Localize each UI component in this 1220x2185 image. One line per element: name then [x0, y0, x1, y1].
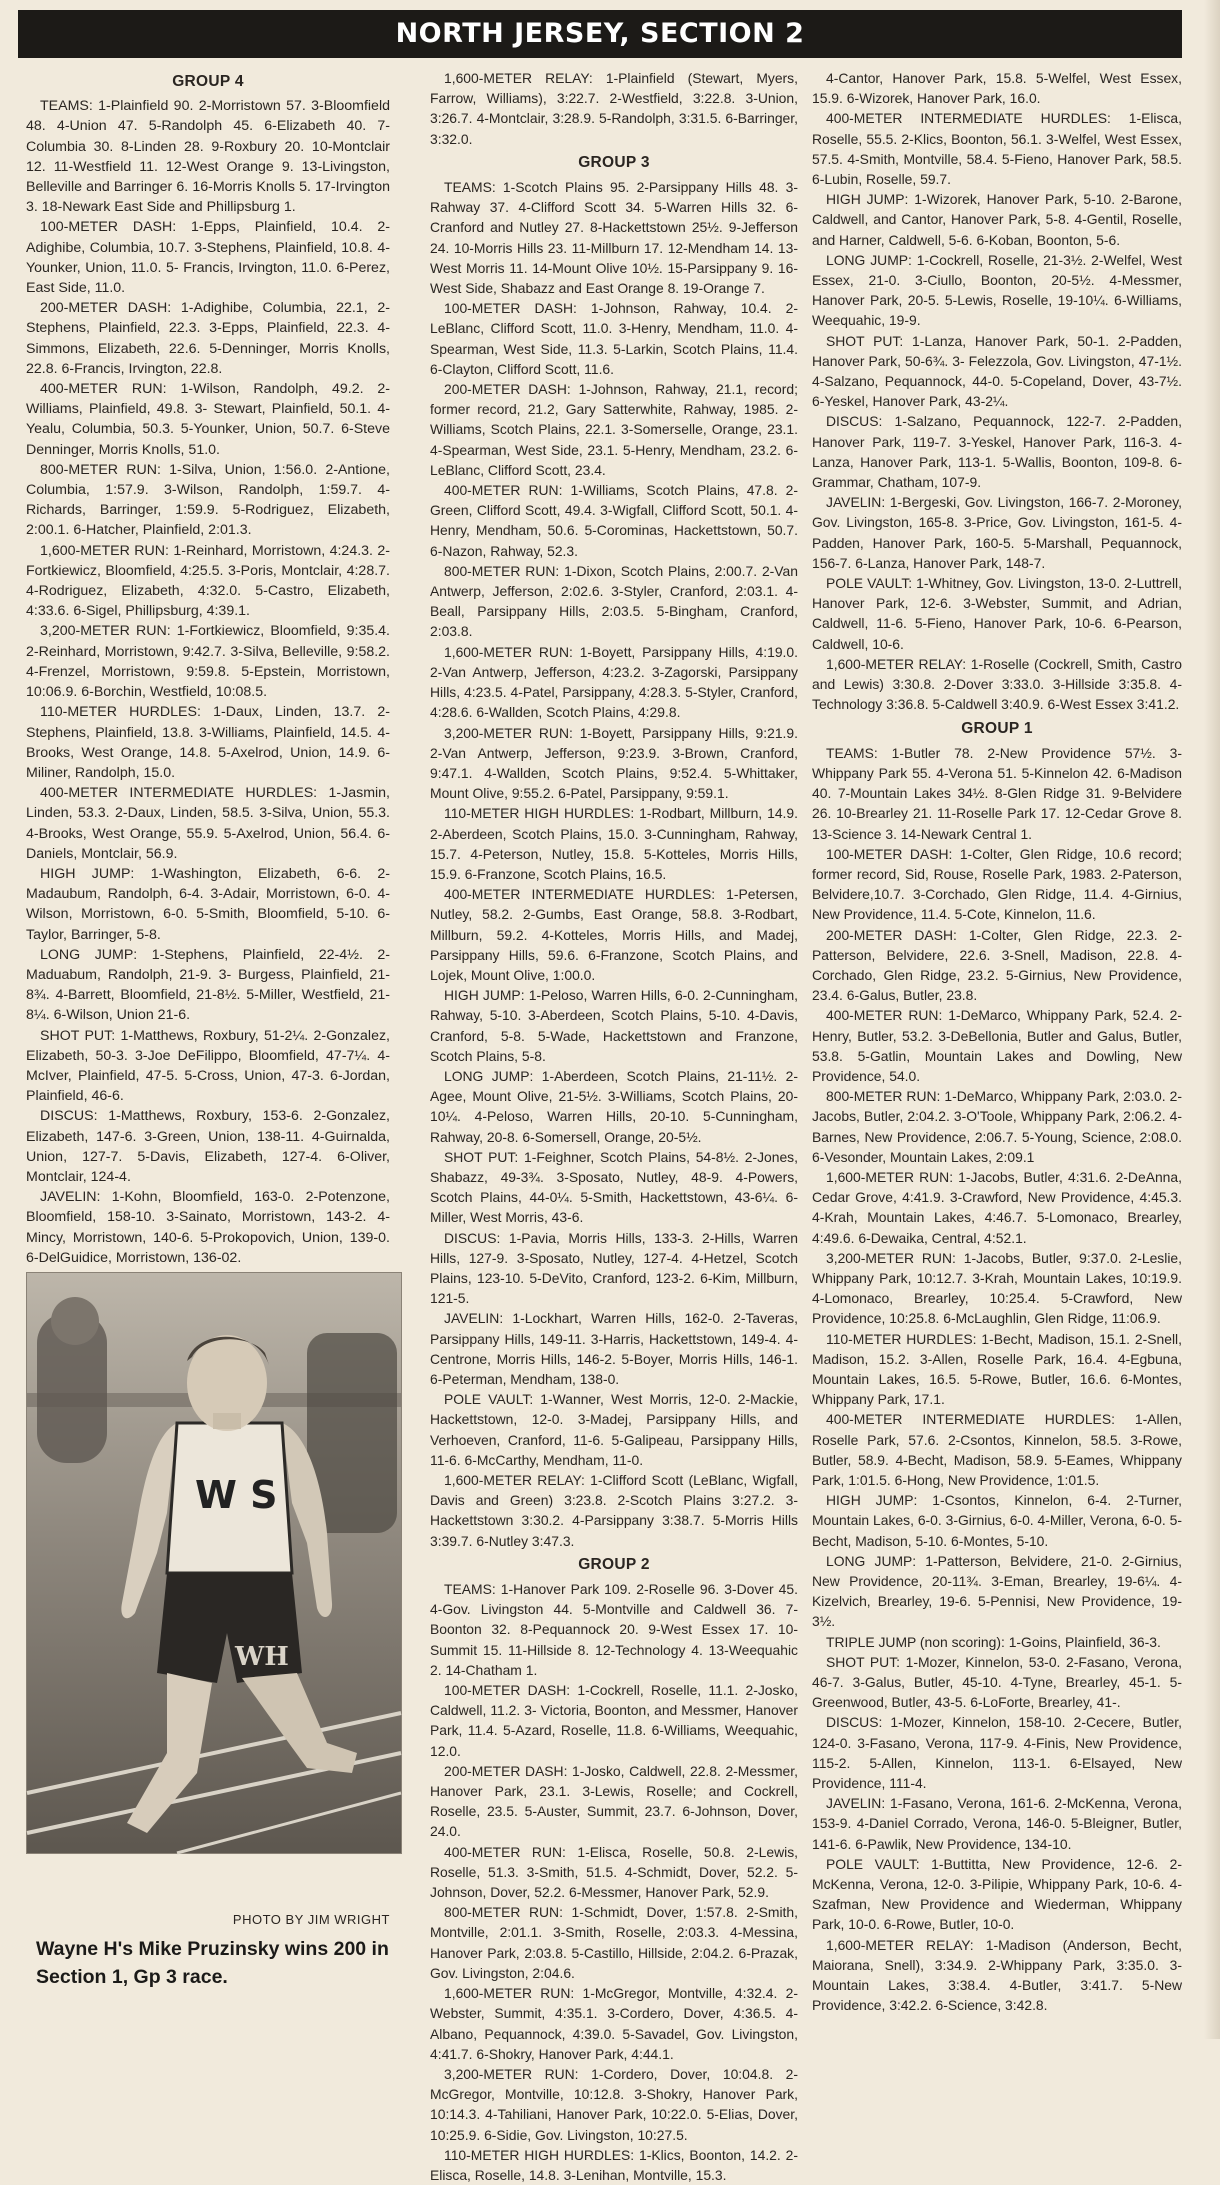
group-heading: GROUP 2 — [578, 1555, 650, 1573]
result-paragraph: 200-METER DASH: 1-Johnson, Rahway, 21.1, record; former record, 21.2, Gary Satterwhite, Rahway, 1985. 2-Williams, Scotch Plains, 22.1. 3-Somerselle, Orange, 23.1. 4-Spearman, West Side, 23.1. 5-Henry, Mendham, 23.2. 6-LeBlanc, Clifford Scott, 23.4. — [430, 381, 798, 478]
result-paragraph: 1,600-METER RUN: 1-Reinhard, Morristown, 4:24.3. 2-Fortkiewicz, Bloomfield, 4:25.5. 3-Poris, Montclair, 4:28.7. 4-Rodriguez, Elizabeth, 4:32.0. 5-Castro, Elizabeth, 4:33.6. 6-Sigel, Phillipsburg, 4:39.1. — [26, 542, 390, 620]
result-paragraph: JAVELIN: 1-Bergeski, Gov. Livingston, 166-7. 2-Moroney, Gov. Livingston, 165-8. 3-Price, Gov. Livingston, 161-5. 4-Padden, Hanover Park, 160-5. 5-Marshall, Pequannock, 156-7. 6-Lanza, Hanover Park, 148-7. — [812, 494, 1182, 571]
result-paragraph: 100-METER DASH: 1-Colter, Glen Ridge, 10.6 record; former record, Sid, Rouse, Roselle Park, 1983. 2-Paterson, Belvidere,10.7. 3-Corchado, Glen Ridge, 11.4. 4-Girnius, New Providence, 11.4. 5-Cote, Kinnelon, 11.6. — [812, 845, 1182, 923]
result-paragraph: POLE VAULT: 1-Wanner, West Morris, 12-0. 2-Mackie, Hackettstown, 12-0. 3-Madej, Parsippany Hills, and Verhoeven, Cranford, 11-6. 5-Galipeau, Parsippany Hills, 11-6. 6-McCarthy, Mendham, 11-0. — [430, 1391, 798, 1468]
result-paragraph: 400-METER RUN: 1-Wilson, Randolph, 49.2. 2-Williams, Plainfield, 49.8. 3- Stewart, Plainfield, 50.1. 4-Yealu, Columbia, 50.3. 5-Younker, Union, 50.7. 6-Steve Denninger, Morris Knolls, 51.0. — [26, 381, 390, 458]
result-paragraph: 400-METER RUN: 1-DeMarco, Whippany Park, 52.4. 2-Henry, Butler, 53.2. 3-DeBellonia, Butler and Galus, Butler, 53.8. 5-Gatlin, Mountain Lakes and Dowling, New Providence, 54.0. — [812, 1007, 1182, 1084]
results-list — [26, 96, 390, 1349]
group-heading: GROUP 3 — [578, 153, 650, 171]
result-paragraph: 200-METER DASH: 1-Adighibe, Columbia, 22.1, 2-Stephens, Plainfield, 22.3. 3-Epps, Plainfield, 22.3. 4-Simmons, Elizabeth, 22.6. 5-Denninger, Morris Knolls, 22.8. 6-Francis, Irvington, 22.8. — [26, 300, 390, 377]
result-paragraph: 3,200-METER RUN: 1-Jacobs, Butler, 9:37.0. 2-Leslie, Whippany Park, 10:12.7. 3-Krah, Mountain Lakes, 10:19.9. 4-Lomonaco, Brearley, 10:25.4. 5-Crawford, New Providence, 10:25.8. 6-McLaughlin, Glen Ridge, 11:06.9. — [812, 1249, 1182, 1327]
result-paragraph: HIGH JUMP: 1-Wizorek, Hanover Park, 5-10. 2-Barone, Caldwell, and Cantor, Hanover Park, 5-8. 4-Gentil, Roselle, and Harner, Caldwell, 5-6. 6-Koban, Boonton, 5-6. — [812, 191, 1182, 248]
result-paragraph: 3,200-METER RUN: 1-Boyett, Parsippany Hills, 9:21.9. 2-Van Antwerp, Jefferson, 9:23.9. 3-Brown, Cranford, 9:47.1. 4-Wallden, Scotch Plains, 9:52.4. 5-Whittaker, Mount Olive, 9:55.2. 6-Patel, Parsippany, 9:59.1. — [430, 724, 798, 802]
result-paragraph: TEAMS: 1-Hanover Park 109. 2-Roselle 96. 3-Dover 45. 4-Gov. Livingston 44. 5-Montville and Caldwell 36. 7-Boonton 32. 8-Pequannock 20. 9-West Essex 17. 10-Summit 15. 11-Hillside 8. 12-Technology 4. 13-Weequahic 2. 14-Chatham 1. — [430, 1581, 798, 1678]
result-paragraph: 3,200-METER RUN: 1-Fortkiewicz, Bloomfield, 9:35.4. 2-Reinhard, Morristown, 9:42.7. 3-Silva, Belleville, 9:58.2. 4-Frenzel, Morristown, 9:59.8. 5-Epstein, Morristown, 10:06.9. 6-Borchin, Westfield, 10:08.5. — [26, 623, 390, 701]
result-paragraph: TEAMS: 1-Plainfield 90. 2-Morristown 57. 3-Bloomfield 48. 4-Union 47. 5-Randolph 45. 6-Elizabeth 40. 7-Columbia 30. 8-Linden 28. 9-Roxbury 20. 10-Montclair 12. 11-Westfield 11. 12-West Orange 9. 13-Livingston, Belleville and Barringer 6. 16-Morris Knolls 5. 17-Irvington 3. 18-Newark East Side and Phillipsburg 1. — [26, 98, 390, 216]
result-paragraph: 110-METER HURDLES: 1-Daux, Linden, 13.7. 2-Stephens, Plainfield, 13.8. 3-Williams, Plainfield, 14.5. 4-Brooks, West Orange, 14.8. 5-Axelrod, Union, 14.9. 6-Miliner, Randolph, 15.0. — [26, 704, 390, 781]
column-group-3 — [430, 68, 798, 2183]
result-paragraph: POLE VAULT: 1-Whitney, Gov. Livingston, 13-0. 2-Luttrell, Hanover Park, 12-6. 3-Webster, Summit, and Adrian, Caldwell, 11-6. 5-Fieno, Hanover Park, 10-6. 6-Pearson, Caldwell, 10-6. — [812, 575, 1182, 652]
result-paragraph: 100-METER DASH: 1-Epps, Plainfield, 10.4. 2-Adighibe, Columbia, 10.7. 3-Stephens, Plainfield, 10.8. 4-Younker, Union, 11.0. 5- Francis, Irvington, 11.0. 6-Perez, East Side, 11.0. — [26, 219, 390, 297]
result-paragraph: JAVELIN: 1-Lockhart, Warren Hills, 162-0. 2-Taveras, Parsippany Hills, 149-11. 3-Harris, Hackettstown, 149-4. 4-Centrone, Morris Hills, 146-2. 5-Boyer, Morris Hills, 146-1. 6-Peterman, Mendham, 138-0. — [430, 1310, 798, 1387]
result-paragraph: 110-METER HURDLES: 1-Becht, Madison, 15.1. 2-Snell, Madison, 15.2. 3-Allen, Roselle Park, 16.4. 4-Egbuna, Mountain Lakes, 16.5. 5-Rowe, Butler, 16.6. 6-Montes, Whippany Park, 17.1. — [812, 1330, 1182, 1408]
result-paragraph: JAVELIN: 1-Fasano, Verona, 161-6. 2-McKenna, Verona, 153-9. 4-Daniel Corrado, Verona, 146-0. 5-Bleigner, Butler, 141-6. 6-Pawlik, New Providence, 134-10. — [812, 1795, 1182, 1852]
result-paragraph: JAVELIN: 1-Kohn, Bloomfield, 163-0. 2-Potenzone, Bloomfield, 158-10. 3-Sainato, Morristown, 143-2. 4-Mincy, Morristown, 140-6. 5-Prokopovich, Union, 139-0. 6-DelGuidice, Morristown, 136-02. — [26, 1189, 390, 1266]
result-paragraph: SHOT PUT: 1-Matthews, Roxbury, 51-2¼. 2-Gonzalez, Elizabeth, 50-3. 3-Joe DeFilippo, Bloomfield, 47-7¼. 4-McIver, Plainfield, 47-5. 5-Cross, Union, 47-3. 6-Jordan, Plainfield, 46-6. — [26, 1027, 390, 1105]
result-paragraph: 110-METER HIGH HURDLES: 1-Klics, Boonton, 14.2. 2-Elisca, Roselle, 14.8. 3-Lenihan, Montville, 15.3. — [430, 2146, 798, 2183]
result-paragraph: TRIPLE JUMP (non scoring): 1-Goins, Plainfield, 36-3. — [826, 1633, 1161, 1650]
column-group-4 — [26, 68, 390, 1268]
group-heading: GROUP 4 — [172, 73, 244, 90]
result-paragraph: LONG JUMP: 1-Cockrell, Roselle, 21-3½. 2-Welfel, West Essex, 21-0. 3-Ciullo, Boonton, 20-5½. 4-Messmer, Hanover Park, 20-5. 5-Lewis, Roselle, 19-10¼. 6-Williams, Weequahic, 19-9. — [812, 251, 1182, 329]
result-paragraph: 100-METER DASH: 1-Johnson, Rahway, 10.4. 2-LeBlanc, Clifford Scott, 11.0. 3-Henry, Mendham, 11.0. 4-Spearman, West Side, 11.3. 5-Larkin, Scotch Plains, 11.4. 6-Clayton, Clifford Scott, 11.6. — [430, 300, 798, 377]
result-paragraph: HIGH JUMP: 1-Csontos, Kinnelon, 6-4. 2-Turner, Mountain Lakes, 6-0. 3-Girnius, 6-0. 4-Miller, Verona, 6-0. 5-Becht, Madison, 5-10. 6-Montes, 5-10. — [812, 1492, 1182, 1549]
result-paragraph: 3,200-METER RUN: 1-Cordero, Dover, 10:04.8. 2-McGregor, Montville, 10:12.8. 3-Shokry, Hanover Park, 10:14.3. 4-Tahiliani, Hanover Park, 10:22.0. 5-Elias, Dover, 10:25.9. 6-Sidie, Gov. Livingston, 10:27.5. — [430, 2065, 798, 2143]
runner-photo — [26, 1272, 402, 1854]
result-paragraph: 1,600-METER RELAY: 1-Clifford Scott (LeBlanc, Wigfall, Davis and Green) 3:23.8. 2-Scotch Plains 3:27.2. 3-Hackettstown 3:30.2. 4-Parsippany 3:38.7. 5-Morris Hills 3:39.7. 6-Nutley 3:47.3. — [430, 1472, 798, 1549]
result-paragraph: 800-METER RUN: 1-Silva, Union, 1:56.0. 2-Antione, Columbia, 1:57.9. 3-Wilson, Randolph, 1:59.7. 4-Richards, Barringer, 1:59.9. 5-Rodriguez, Elizabeth, 2:00.1. 6-Hatcher, Plainfield, 2:01.3. — [26, 461, 390, 539]
result-paragraph: DISCUS: 1-Mozer, Kinnelon, 158-10. 2-Cecere, Butler, 124-0. 3-Fasano, Verona, 117-9. 4-Finis, New Providence, 115-2. 5-Allen, Kinnelon, 113-1. 6-Elsayed, New Providence, 111-4. — [812, 1714, 1182, 1792]
results-list — [430, 177, 798, 1551]
result-paragraph: 800-METER RUN: 1-DeMarco, Whippany Park, 2:03.0. 2-Jacobs, Butler, 2:04.2. 3-O'Toole, Whippany Park, 2:06.2. 4-Barnes, New Providence, 2:06.7. 5-Young, Science, 2:08.0. 6-Vesonder, Mountain Lakes, 2:09.1 — [812, 1088, 1182, 1165]
result-paragraph: LONG JUMP: 1-Aberdeen, Scotch Plains, 21-11½. 2-Agee, Mount Olive, 21-5½. 3-Williams, Scotch Plains, 20-10¼. 4-Peloso, Warren Hills, 20-10. 5-Cunningham, Rahway, 20-8. 6-Somersell, Orange, 20-5½. — [430, 1067, 798, 1145]
photo-caption: Wayne H's Mike Pruzinsky wins 200 in Section 1, Gp 3 race. — [36, 1938, 389, 1988]
hurdles-continued: 4-Cantor, Hanover Park, 15.8. 5-Welfel, West Essex, 15.9. 6-Wizorek, Hanover Park, 16.0. — [812, 70, 1182, 107]
result-paragraph: HIGH JUMP: 1-Peloso, Warren Hills, 6-0. 2-Cunningham, Rahway, 5-10. 3-Aberdeen, Scotch Plains, 5-10. 4-Davis, Cranford, 5-8. 5-Wade, Hackettstown and Franzone, Scotch Plains, 5-8. — [430, 987, 798, 1064]
result-paragraph: TEAMS: 1-Butler 78. 2-New Providence 57½. 3-Whippany Park 55. 4-Verona 51. 5-Kinnelon 42. 6-Madison 40. 7-Mountain Lakes 34½. 8-Glen Ridge 31. 9-Belvidere 26. 10-Brearley 21. 11-Roselle Park 17. 12-Cedar Grove 8. 13-Science 3. 14-Newark Central 1. — [812, 744, 1182, 842]
svg-text:W S: W S — [195, 1473, 278, 1517]
result-paragraph: 1,600-METER RUN: 1-Boyett, Parsippany Hills, 4:19.0. 2-Van Antwerp, Jefferson, 4:23.2. 3-Zagorski, Parsippany Hills, 4:23.5. 4-Patel, Parsippany, 4:28.3. 5-Styler, Cranford, 4:28.6. 6-Wallden, Scotch Plains, 4:29.8. — [430, 643, 798, 721]
runner-photo-image — [27, 1273, 401, 1853]
result-paragraph: 1,600-METER RUN: 1-McGregor, Montville, 4:32.4. 2-Webster, Summit, 4:35.1. 3-Cordero, Dover, 4:36.5. 4-Albano, Pequannock, 4:39.0. 5-Savadel, Gov. Livingston, 4:41.7. 6-Shokry, Hanover Park, 4:44.1. — [430, 1985, 798, 2062]
result-paragraph: 400-METER INTERMEDIATE HURDLES: 1-Allen, Roselle Park, 57.6. 2-Csontos, Kinnelon, 58.5. 3-Rowe, Butler, 58.9. 4-Becht, Madison, 58.9. 5-Eames, Whippany Park, 1:01.5. 6-Hong, New Providence, 1:01.5. — [812, 1411, 1182, 1489]
page-edge-shadow — [1204, 0, 1220, 2039]
result-paragraph: POLE VAULT: 1-Buttitta, New Providence, 12-6. 2-McKenna, Verona, 12-0. 3-Pilipie, Whippany Park, 10-6. 4-Szafman, New Providence and Wiederman, Whippany Park, 10-0. 6-Rowe, Butler, 10-0. — [812, 1855, 1182, 1933]
result-paragraph: 800-METER RUN: 1-Schmidt, Dover, 1:57.8. 2-Smith, Montville, 2:01.1. 3-Smith, Roselle, 2:03.3. 4-Messina, Hanover Park, 2:03.8. 5-Castillo, Hillside, 2:04.2. 6-Prazak, Gov. Livingston, 2:04.6. — [430, 1904, 798, 1981]
result-paragraph: DISCUS: 1-Salzano, Pequannock, 122-7. 2-Padden, Hanover Park, 119-7. 3-Yeskel, Hanover Park, 116-3. 4-Lanza, Hanover Park, 113-1. 5-Wallis, Boonton, 109-8. 6-Grammar, Chatham, 107-9. — [812, 413, 1182, 491]
result-paragraph: 400-METER INTERMEDIATE HURDLES: 1-Petersen, Nutley, 58.2. 2-Gumbs, East Orange, 58.8. 3-Rodbart, Millburn, 59.2. 4-Kotteles, Morris Hills, and Madej, Parsippany Hills, 59.6. 6-Franzone, Scotch Plains, and Lojek, Mount Olive, 1:00.0. — [430, 886, 798, 983]
result-paragraph: 200-METER DASH: 1-Colter, Glen Ridge, 22.3. 2-Patterson, Belvidere, 22.6. 3-Snell, Madison, 22.8. 4-Corchado, Glen Ridge, 23.2. 5-Girnius, New Providence, 23.4. 6-Galus, Butler, 23.8. — [812, 926, 1182, 1004]
photo-credit: PHOTO BY JIM WRIGHT — [232, 1912, 390, 1927]
result-paragraph: LONG JUMP: 1-Patterson, Belvidere, 21-0. 2-Girnius, New Providence, 20-11¾. 3-Eman, Brearley, 19-6¼. 4-Kizelvich, Brearley, 19-6. 5-Pennisi, New Providence, 19-3½. — [812, 1552, 1182, 1630]
result-paragraph: 400-METER RUN: 1-Elisca, Roselle, 50.8. 2-Lewis, Roselle, 51.3. 3-Smith, 51.5. 4-Schmidt, Dover, 52.2. 5-Johnson, Dover, 52.2. 6-Messmer, Hanover Park, 52.9. — [430, 1843, 798, 1901]
results-list — [812, 743, 1182, 2016]
result-paragraph: TEAMS: 1-Scotch Plains 95. 2-Parsippany Hills 48. 3-Rahway 37. 4-Clifford Scott 34. 5-Warren Hills 32. 6-Cranford and Nutley 27. 8-Hackettstown 25½. 9-Jefferson 24. 10-Morris Hills 23. 11-Millburn 17. 12-Mendham 14. 13-West Morris 11. 14-Mount Olive 10½. 15-Parsippany 9. 16-West Side, Shabazz and East Orange 8. 19-Orange 7. — [430, 179, 798, 297]
result-paragraph: 1,600-METER RUN: 1-Jacobs, Butler, 4:31.6. 2-DeAnna, Cedar Grove, 4:41.9. 3-Crawford, New Providence, 4:45.3. 4-Krah, Mountain Lakes, 4:46.7. 5-Lomonaco, Brearley, 4:49.6. 6-Dewaika, Central, 4:52.1. — [812, 1168, 1182, 1246]
column-group-2-1 — [812, 68, 1182, 2014]
result-paragraph: LONG JUMP: 1-Stephens, Plainfield, 22-4½. 2-Maduabum, Randolph, 21-9. 3- Burgess, Plainfield, 21-8¾. 4-Barrett, Bloomfield, 21-8½. 5-Miller, Westfield, 21-8¼. 6-Wilson, Union 21-6. — [26, 946, 390, 1024]
result-paragraph: DISCUS: 1-Pavia, Morris Hills, 133-3. 2-Hills, Warren Hills, 127-9. 3-Sposato, Nutley, 127-4. 4-Hetzel, Scotch Plains, 123-10. 5-DeVito, Cranford, 123-2. 6-Kim, Millburn, 121-5. — [430, 1229, 798, 1307]
result-paragraph: 100-METER DASH: 1-Cockrell, Roselle, 11.1. 2-Josko, Caldwell, 11.2. 3- Victoria, Boonton, and Messmer, Hanover Park, 11.4. 5-Azard, Roselle, 11.8. 6-Williams, Weequahic, 12.0. — [430, 1682, 798, 1759]
results-list — [812, 108, 1182, 714]
result-paragraph: 400-METER INTERMEDIATE HURDLES: 1-Elisca, Roselle, 55.5. 2-Klics, Boonton, 56.1. 3-Welfel, West Essex, 57.5. 4-Smith, Montville, 58.4. 5-Fieno, Hanover Park, 58.5. 6-Lubin, Roselle, 59.7. — [812, 110, 1182, 188]
relay-result: 1,600-METER RELAY: 1-Plainfield (Stewart, Myers, Farrow, Williams), 3:22.7. 2-Westfield, 3:22.8. 3-Union, 3:26.7. 4-Montclair, 3:28.9. 5-Randolph, 3:31.5. 6-Barringer, 3:32.0. — [430, 70, 798, 147]
result-paragraph: SHOT PUT: 1-Feighner, Scotch Plains, 54-8½. 2-Jones, Shabazz, 49-3¾. 3-Sposato, Nutley, 48-9. 4-Powers, Scotch Plains, 44-0¼. 5-Smith, Hackettstown, 43-6¼. 6-Miller, West Morris, 43-6. — [430, 1148, 798, 1226]
result-paragraph: 200-METER DASH: 1-Josko, Caldwell, 22.8. 2-Messmer, Hanover Park, 23.1. 3-Lewis, Roselle; and Cockrell, Roselle, 23.5. 5-Auster, Summit, 23.7. 6-Johnson, Dover, 24.0. — [430, 1762, 798, 1840]
result-paragraph: HIGH JUMP: 1-Washington, Elizabeth, 6-6. 2-Madaubum, Randolph, 6-4. 3-Adair, Morristown, 6-0. 4-Wilson, Morristown, 6-0. 5-Smith, Bloomfield, 5-10. 6-Taylor, Barringer, 5-8. — [26, 865, 390, 943]
result-paragraph: SHOT PUT: 1-Lanza, Hanover Park, 50-1. 2-Padden, Hanover Park, 50-6¾. 3- Felezzola, Gov. Livingston, 47-1½. 4-Salzano, Pequannock, 44-0. 5-Copeland, Dover, 43-7½. 6-Yeskel, Hanover Park, 43-2¼. — [812, 332, 1182, 410]
result-paragraph: 110-METER HIGH HURDLES: 1-Rodbart, Millburn, 14.9. 2-Aberdeen, Scotch Plains, 15.0. 3-Cunningham, Rahway, 15.7. 4-Peterson, Nutley, 15.8. 5-Kotteles, Morris Hills, 15.9. 6-Franzone, Scotch Plains, 16.5. — [430, 805, 798, 882]
result-paragraph: 1,600-METER RELAY: 1-Roselle (Cockrell, Smith, Castro and Lewis) 3:30.8. 2-Dover 3:33.0. 3-Hillside 3:35.8. 4-Technology 3:36.8. 5-Caldwell 3:40.9. 6-West Essex 3:41.2. — [812, 655, 1182, 713]
jersey-text: WH — [235, 1642, 289, 1672]
results-list — [430, 1579, 798, 2185]
section-banner: NORTH JERSEY, SECTION 2 — [18, 10, 1182, 58]
result-paragraph: 800-METER RUN: 1-Dixon, Scotch Plains, 2:00.7. 2-Van Antwerp, Jefferson, 2:02.6. 3-Styler, Cranford, 2:03.1. 4-Beall, Parsippany Hills, 2:03.5. 5-Bingham, Cranford, 2:03.8. — [430, 562, 798, 640]
result-paragraph: DISCUS: 1-Matthews, Roxbury, 153-6. 2-Gonzalez, Elizabeth, 147-6. 3-Green, Union, 138-11. 4-Guirnalda, Union, 127-7. 5-Davis, Elizabeth, 127-4. 6-Oliver, Montclair, 124-4. — [26, 1108, 390, 1185]
group-heading: GROUP 1 — [961, 719, 1033, 737]
result-paragraph: SHOT PUT: 1-Mozer, Kinnelon, 53-0. 2-Fasano, Verona, 46-7. 3-Galus, Butler, 45-10. 4-Tyne, Brearley, 45-1. 5-Greenwood, Butler, 43-5. 6-LoForte, Brearley, 41-. — [812, 1653, 1182, 1711]
result-paragraph: 400-METER RUN: 1-Williams, Scotch Plains, 47.8. 2-Green, Clifford Scott, 49.4. 3-Wigfall, Clifford Scott, 50.1. 4-Henry, Mendham, 50.6. 5-Corominas, Hackettstown, 50.7. 6-Nazon, Rahway, 52.3. — [430, 482, 798, 559]
result-paragraph: 400-METER INTERMEDIATE HURDLES: 1-Jasmin, Linden, 53.3. 2-Daux, Linden, 58.5. 3-Silva, Union, 55.3. 4-Brooks, West Orange, 55.9. 5-Axelrod, Union, 56.4. 6-Daniels, Montclair, 56.9. — [26, 785, 390, 862]
result-paragraph: 1,600-METER RELAY: 1-Madison (Anderson, Becht, Maiorana, Snell), 3:34.9. 2-Whippany Park, 3:35.0. 3-Mountain Lakes, 3:38.4. 4-Butler, 3:41.7. 5-New Providence, 3:42.2. 6-Science, 3:42.8. — [812, 1936, 1182, 2014]
